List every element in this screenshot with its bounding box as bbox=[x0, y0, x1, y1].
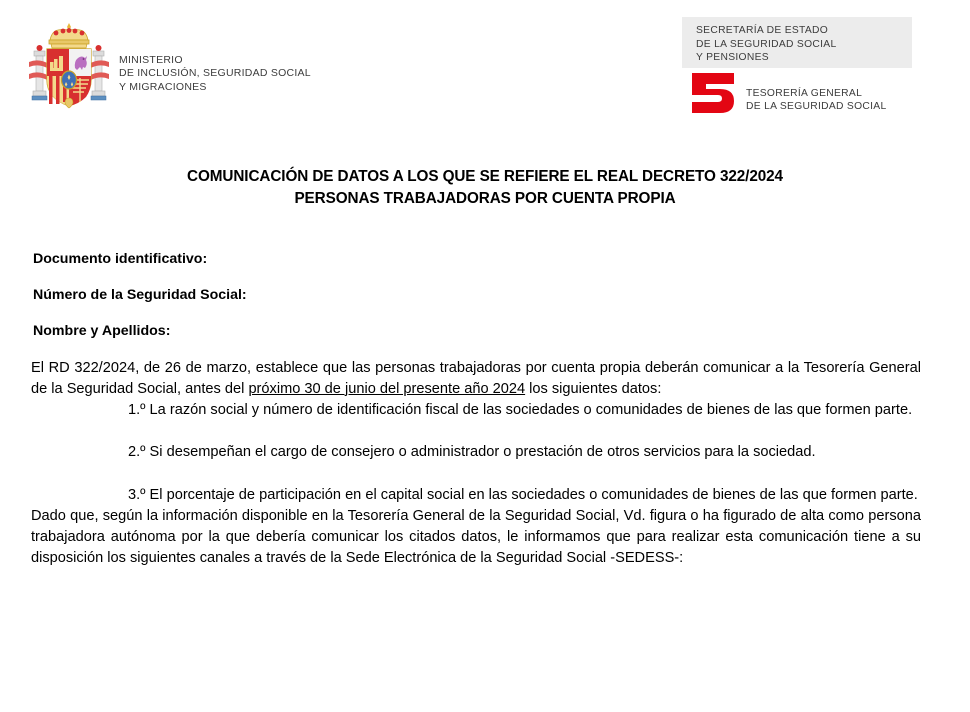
identification-fields bbox=[33, 250, 970, 340]
title-line-2: PERSONAS TRABAJADORAS POR CUENTA PROPIA bbox=[294, 190, 676, 207]
field-label-numero-seguridad-social: Número de la Seguridad Social: bbox=[33, 287, 247, 303]
field-label-nombre-apellidos: Nombre y Apellidos: bbox=[33, 323, 171, 339]
title-line-1: COMUNICACIÓN DE DATOS A LOS QUE SE REFIERE EL REAL DECRETO 322/2024 bbox=[187, 168, 783, 185]
secretariat-line-2: DE LA SEGURIDAD SOCIAL bbox=[696, 38, 837, 50]
list-item: 2.º Si desempeñan el cargo de consejero o administrador o prestación de otros servicios para la sociedad. bbox=[128, 444, 816, 461]
treasury-branding bbox=[690, 71, 887, 115]
intro-paragraph bbox=[31, 358, 921, 400]
intro-text-part-1: El RD 322/2024, de 26 de marzo, establece que las personas trabajadoras por cuenta propia deberán comunicar a la Tesorería General de la Seguridad Social, antes del bbox=[31, 360, 921, 397]
intro-deadline-underlined: próximo 30 de junio del presente año 2024 bbox=[248, 380, 526, 397]
document-body bbox=[31, 358, 921, 568]
treasury-line-1: TESORERÍA GENERAL bbox=[746, 88, 863, 99]
ministry-branding bbox=[25, 18, 311, 114]
state-secretariat-badge bbox=[682, 17, 912, 68]
intro-text-part-2: los siguientes datos: bbox=[525, 380, 662, 397]
list-item: 1.º La razón social y número de identificación fiscal de las sociedades o comunidades de bienes de las que formen parte. bbox=[128, 401, 913, 418]
document-header bbox=[0, 0, 970, 130]
ministry-line-1: MINISTERIO bbox=[119, 54, 183, 66]
required-data-list bbox=[128, 400, 921, 506]
closing-paragraph: Dado que, según la información disponible en la Tesorería General de la Seguridad Social, Vd. figura o ha figurado de alta como persona trabajadora autónoma por la que debería comunicar los citados datos, le informamos que para realizar esta comunicación tiene a su disposición los siguientes canales a través de la Sede Electrónica de la Seguridad Social -SEDESS-: bbox=[31, 507, 921, 566]
ministry-line-2: DE INCLUSIÓN, SEGURIDAD SOCIAL bbox=[119, 67, 311, 80]
secretariat-line-1: SECRETARÍA DE ESTADO bbox=[696, 25, 829, 36]
field-label-documento-identificativo: Documento identificativo: bbox=[33, 251, 208, 267]
ministry-name bbox=[119, 54, 311, 94]
state-secretariat-name bbox=[682, 17, 912, 65]
page-title bbox=[60, 166, 910, 210]
secretariat-line-3: Y PENSIONES bbox=[696, 52, 769, 64]
treasury-line-2: DE LA SEGURIDAD SOCIAL bbox=[746, 101, 887, 113]
list-item: 3.º El porcentaje de participación en el capital social en las sociedades o comunidades de bienes de las que formen parte. bbox=[128, 487, 918, 504]
treasury-name bbox=[746, 87, 887, 114]
tgss-logo-icon bbox=[690, 71, 738, 115]
spain-coat-of-arms-icon bbox=[25, 18, 113, 114]
ministry-line-3: Y MIGRACIONES bbox=[119, 80, 207, 93]
